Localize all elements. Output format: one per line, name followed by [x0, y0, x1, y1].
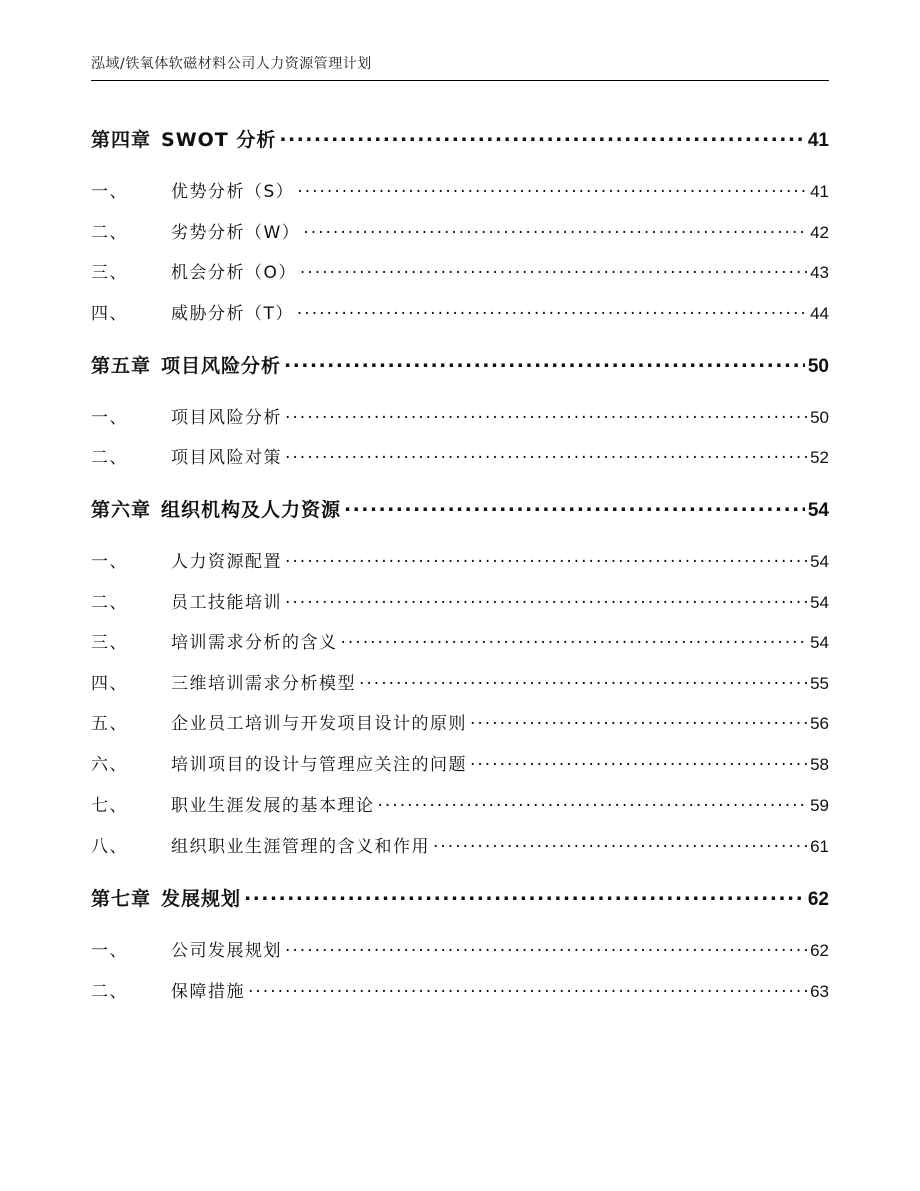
- section-title: 培训项目的设计与管理应关注的问题: [171, 755, 467, 775]
- toc-section-entry[interactable]: [91, 299, 829, 324]
- dot-leader: [433, 835, 807, 852]
- chapter-title: 组织机构及人力资源: [161, 499, 342, 521]
- page-number: 58: [810, 755, 829, 774]
- section-number: 五、: [91, 714, 128, 734]
- page-number: 59: [810, 796, 829, 815]
- section-number: 六、: [91, 755, 128, 775]
- section-number: 八、: [91, 837, 128, 857]
- toc-section-entry[interactable]: [91, 258, 829, 283]
- chapter-title: 发展规划: [161, 888, 242, 910]
- dot-leader: [244, 886, 805, 905]
- dot-leader: [248, 980, 807, 997]
- dot-leader: [279, 127, 804, 146]
- section-number: 二、: [91, 593, 128, 613]
- dot-leader: [284, 353, 805, 372]
- chapter-number: 第七章: [91, 888, 152, 910]
- toc-section-entry[interactable]: [91, 709, 829, 734]
- dot-leader: [285, 939, 807, 956]
- toc-section-entry[interactable]: [91, 832, 829, 857]
- page-number: 62: [810, 941, 829, 960]
- toc-section-entry[interactable]: [91, 936, 829, 961]
- chapter-number: 第四章: [91, 129, 152, 151]
- section-title: 员工技能培训: [171, 593, 282, 613]
- dot-leader: [341, 631, 808, 648]
- section-title: 项目风险分析: [171, 408, 282, 428]
- section-title: 保障措施: [171, 982, 245, 1002]
- dot-leader: [285, 406, 807, 423]
- chapter-number: 第五章: [91, 355, 152, 377]
- toc-section-entry[interactable]: [91, 403, 829, 428]
- dot-leader: [344, 497, 805, 516]
- section-number: 一、: [91, 182, 128, 202]
- section-title: 三维培训需求分析模型: [171, 674, 356, 694]
- section-number: 一、: [91, 552, 128, 572]
- chapter-title: SWOT 分析: [161, 129, 277, 151]
- page-number: 54: [810, 552, 829, 571]
- page-number: 42: [810, 223, 829, 242]
- dot-leader: [359, 672, 807, 689]
- toc-section-entry[interactable]: [91, 177, 829, 202]
- toc-chapter-entry[interactable]: [91, 125, 829, 152]
- page-number: 62: [807, 889, 829, 910]
- chapter-title: 项目风险分析: [161, 355, 282, 377]
- header-divider: [91, 80, 829, 81]
- dot-leader: [297, 302, 807, 319]
- chapter-number: 第六章: [91, 499, 152, 521]
- page-number: 50: [810, 408, 829, 427]
- running-header: 泓域/铁氧体软磁材料公司人力资源管理计划: [91, 56, 372, 72]
- section-number: 四、: [91, 304, 128, 324]
- toc-section-entry[interactable]: [91, 628, 829, 653]
- section-title: 威胁分析（T）: [171, 304, 294, 324]
- dot-leader: [297, 180, 807, 197]
- dot-leader: [303, 221, 807, 238]
- section-number: 二、: [91, 448, 128, 468]
- section-number: 七、: [91, 796, 128, 816]
- page-number: 54: [807, 500, 829, 521]
- toc-section-entry[interactable]: [91, 588, 829, 613]
- page-number: 50: [807, 356, 829, 377]
- section-title: 培训需求分析的含义: [171, 633, 338, 653]
- section-title: 职业生涯发展的基本理论: [171, 796, 375, 816]
- dot-leader: [300, 261, 807, 278]
- section-number: 一、: [91, 941, 128, 961]
- toc-section-entry[interactable]: [91, 669, 829, 694]
- section-title: 组织职业生涯管理的含义和作用: [171, 837, 430, 857]
- toc-section-entry[interactable]: [91, 218, 829, 243]
- dot-leader: [470, 753, 807, 770]
- section-title: 优势分析（S）: [171, 182, 295, 202]
- toc-section-entry[interactable]: [91, 547, 829, 572]
- page-number: 54: [810, 633, 829, 652]
- page-number: 54: [810, 593, 829, 612]
- section-number: 三、: [91, 633, 128, 653]
- page-number: 52: [810, 448, 829, 467]
- page-number: 55: [810, 674, 829, 693]
- page-number: 41: [810, 182, 829, 201]
- section-number: 四、: [91, 674, 128, 694]
- toc-chapter-entry[interactable]: [91, 495, 829, 522]
- section-title: 劣势分析（W）: [171, 223, 301, 243]
- section-number: 二、: [91, 223, 128, 243]
- section-title: 人力资源配置: [171, 552, 282, 572]
- page-number: 56: [810, 714, 829, 733]
- section-title: 企业员工培训与开发项目设计的原则: [171, 714, 467, 734]
- section-title: 公司发展规划: [171, 941, 282, 961]
- page-number: 44: [810, 304, 829, 323]
- section-number: 二、: [91, 982, 128, 1002]
- toc-chapter-entry[interactable]: [91, 351, 829, 378]
- toc-section-entry[interactable]: [91, 750, 829, 775]
- section-number: 一、: [91, 408, 128, 428]
- dot-leader: [285, 446, 807, 463]
- page-number: 43: [810, 263, 829, 282]
- toc-section-entry[interactable]: [91, 791, 829, 816]
- dot-leader: [285, 550, 807, 567]
- toc-section-entry[interactable]: [91, 443, 829, 468]
- page-number: 63: [810, 982, 829, 1001]
- section-title: 机会分析（O）: [171, 263, 297, 283]
- toc-chapter-entry[interactable]: [91, 884, 829, 911]
- section-number: 三、: [91, 263, 128, 283]
- dot-leader: [470, 712, 807, 729]
- page-number: 61: [810, 837, 829, 856]
- page-number: 41: [807, 130, 829, 151]
- toc-section-entry[interactable]: [91, 977, 829, 1002]
- section-title: 项目风险对策: [171, 448, 282, 468]
- dot-leader: [378, 794, 808, 811]
- dot-leader: [285, 591, 807, 608]
